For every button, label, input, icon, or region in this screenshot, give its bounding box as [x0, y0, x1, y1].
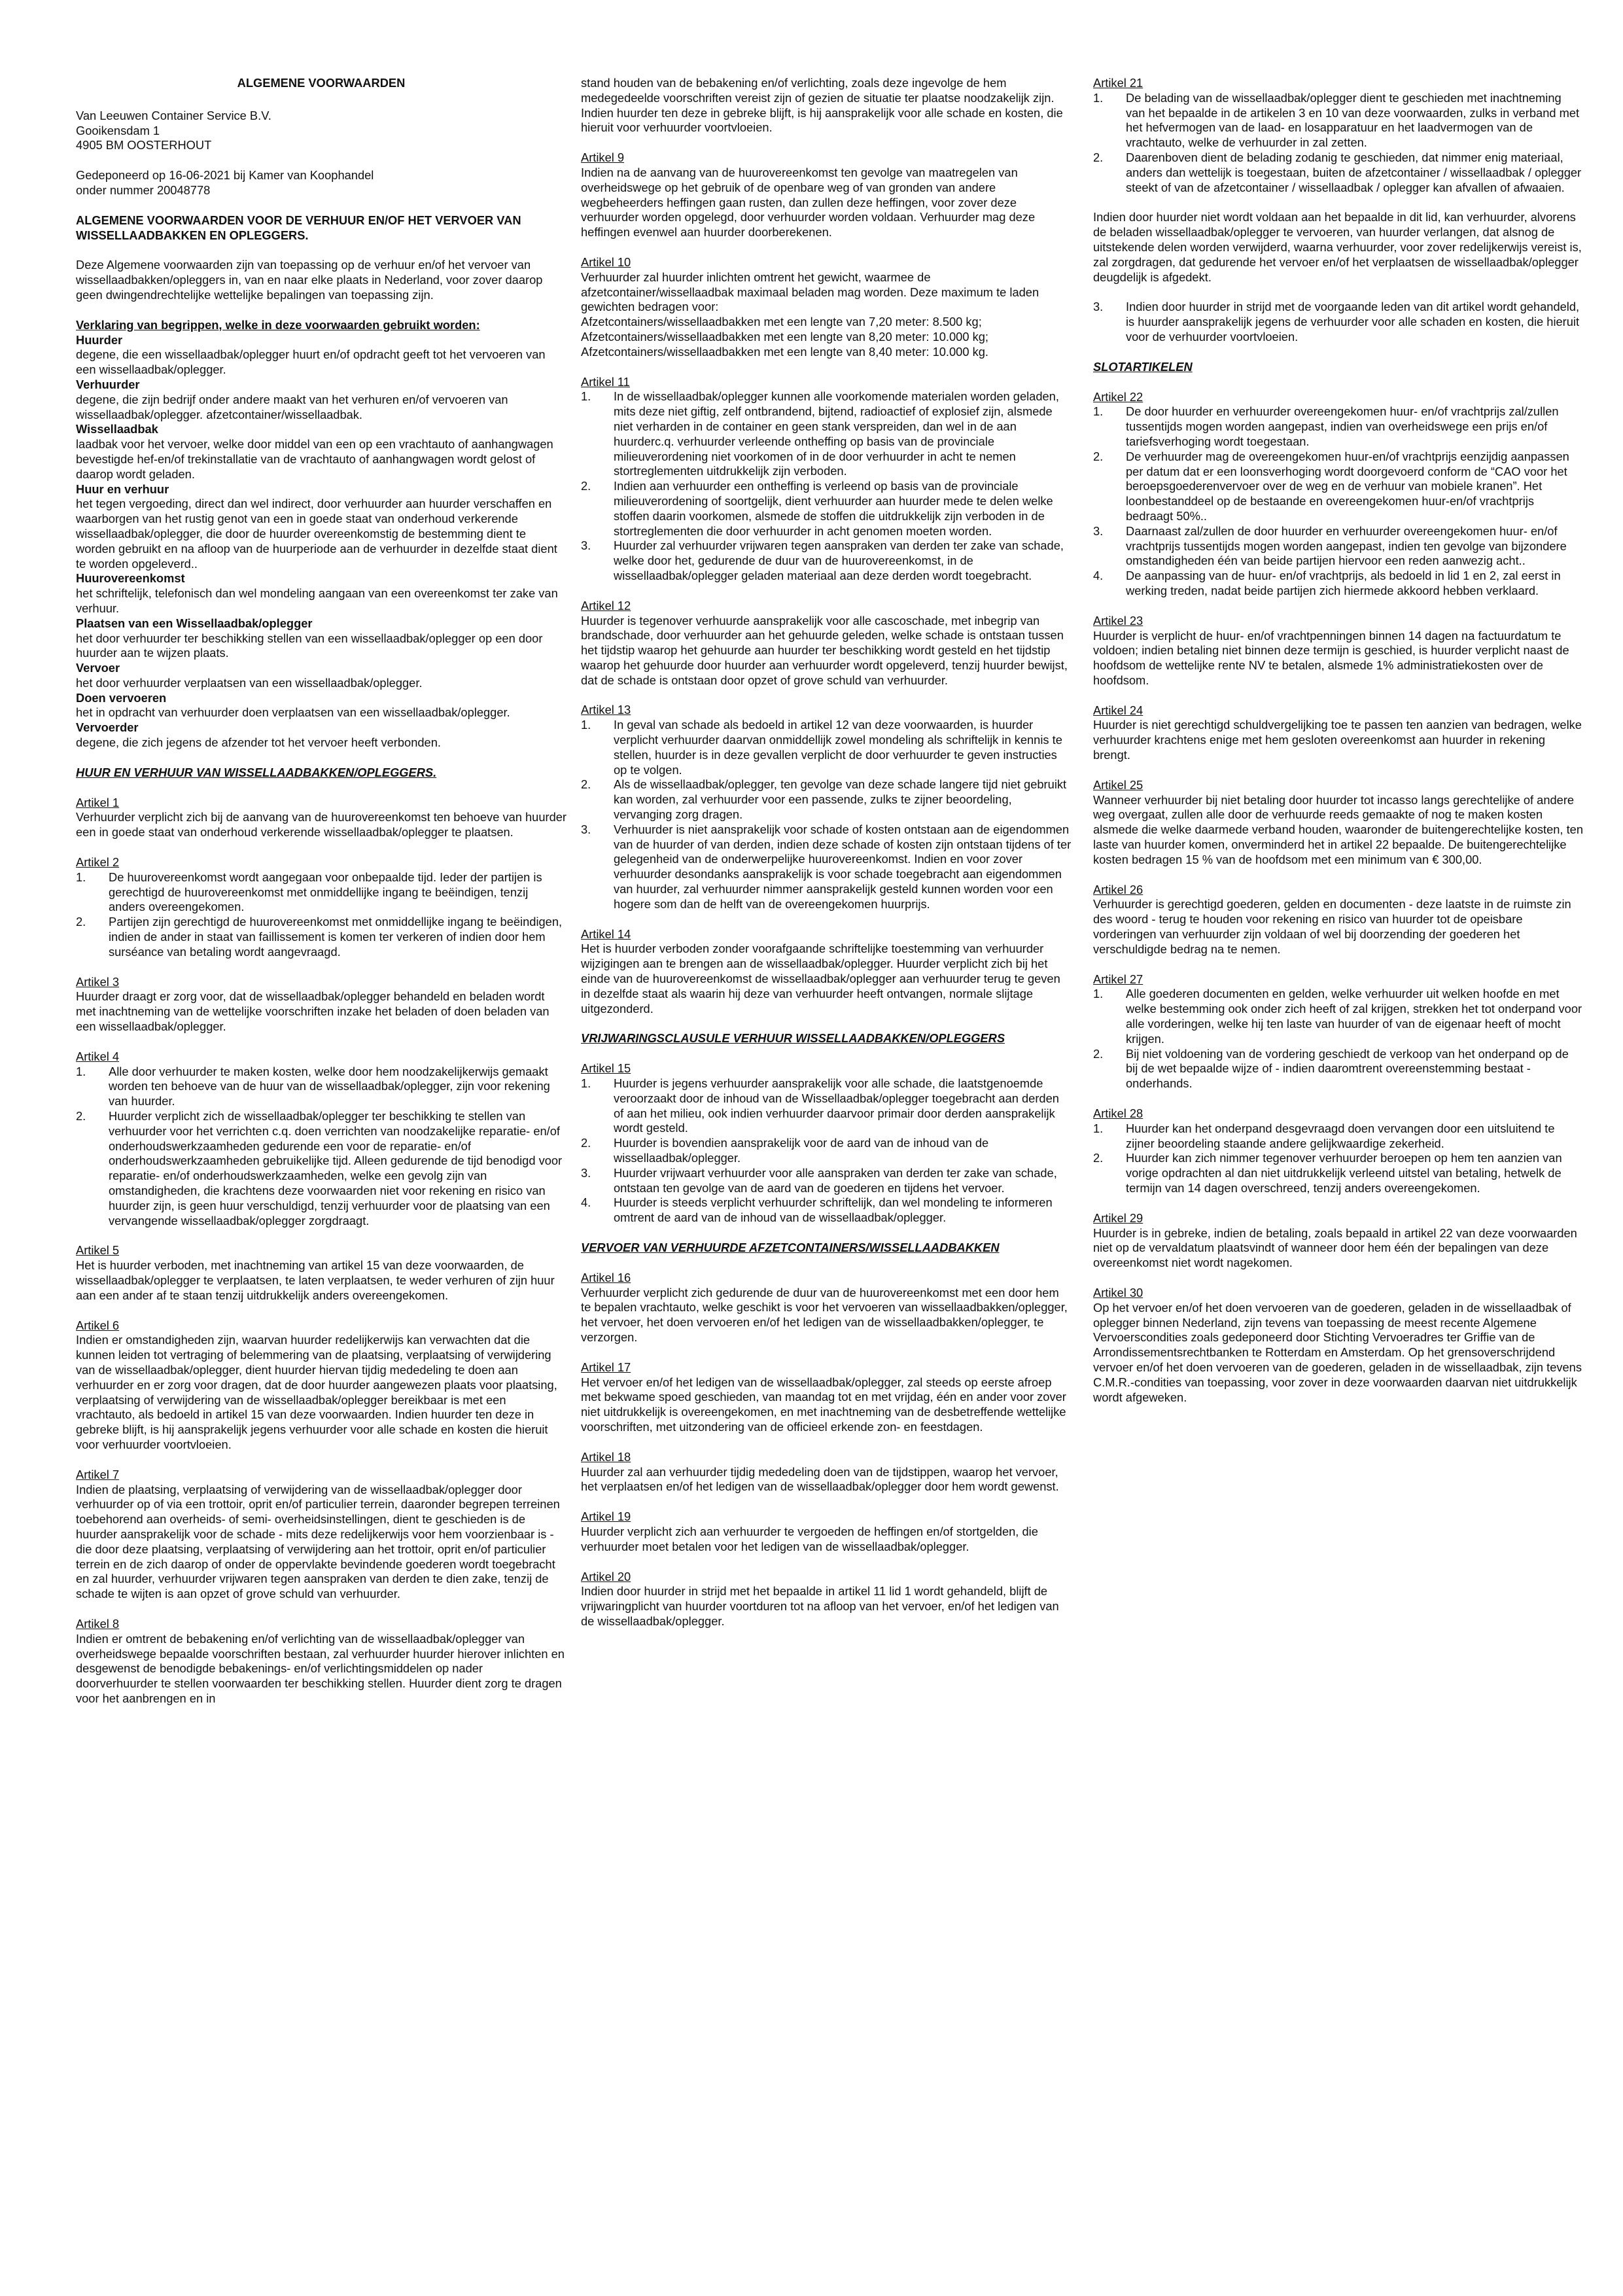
article-text: Verhuurder verplicht zich bij de aanvang van de huurovereenkomst ten behoeve van huurder een in goede staat van onderhoud verkerende wissellaadbak/oplegger te plaatsen. — [76, 810, 567, 839]
definition-text: het tegen vergoeding, direct dan wel indirect, door verhuurder aan huurder verschaffen en waarborgen van het rustig genot van een in goede staat van onderhoud verkerende wissellaadbak/oplegger, die door de huurder overeenkomstig de bestemming dient te worden gebruikt en na afloop van de huurperiode aan de verhuurder in dezelfde staat dient te worden opgeleverd.. — [76, 497, 557, 571]
article-heading: Artikel 10 — [581, 255, 631, 269]
article-item: 4. De aanpassing van de huur- en/of vrachtprijs, als bedoeld in lid 1 en 2, zal eerst in werking treden, nadat beide partijen zich hiermede akkoord hebben verklaard. — [1093, 569, 1561, 597]
article-text: Indien door huurder niet wordt voldaan aan het bepaalde in dit lid, kan verhuurder, alvorens de beladen wissellaadbak/oplegger te vervoeren, van huurder verlangen, dat alsnog de uitstekende delen worden verwijderd, waarna verhuurder, voor zover redelijkerwijs vereist is, zal zorgdragen, dat gedurende het vervoer en/of het verplaatsen de wissellaadbak/oplegger deugdelijk is afgedekt. — [1093, 210, 1582, 284]
article-heading: Artikel 1 — [76, 795, 120, 809]
article-item: 2. Partijen zijn gerechtigd de huurovereenkomst met onmiddellijke ingang te beëindigen, indien de ander in staat van faillissement is komen ter verkeren of indien door hem surséance van betaling wordt aangevraagd. — [76, 915, 563, 959]
definition-term: Doen vervoeren — [76, 690, 167, 705]
definition-term: Vervoerder — [76, 720, 139, 735]
article-text: Indien door huurder in strijd met het bepaalde in artikel 11 lid 1 wordt gehandeld, blijft de vrijwaringplicht van huurder voortduren tot na afloop van het vervoer, en/of het ledigen van de wissellaadbak/oplegger. — [581, 1584, 1059, 1628]
article-heading: Artikel 7 — [76, 1467, 120, 1481]
company-city: 4905 BM OOSTERHOUT — [76, 138, 212, 152]
article-item: 2. Huurder is bovendien aansprakelijk voor de aard van de inhoud van de wissellaadbak/oplegger. — [581, 1136, 989, 1165]
article-item: 2. Bij niet voldoening van de vordering geschiedt de verkoop van het onderpand op de bij de wet bepaalde wijze of - indien daaromtrent overeenstemming bestaat - onderhands. — [1093, 1046, 1569, 1091]
company-street: Gooikensdam 1 — [76, 123, 160, 137]
article-text: Op het vervoer en/of het doen vervoeren van de goederen, geladen in de wissellaadbak of oplegger binnen Nederland, zijn tevens van toepassing de meest recente Algemene Vervoerscondities zoals gedeponeerd door Stichting Vervoeradres ter Griffie van de Arrondissementsrechtbanken te Rotterdam en Amsterdam. Op het grensoverschrijdend vervoer en/of het doen vervoeren van de goederen, geladen in de wissellaadbak, zijn tevens C.M.R.-condities van toepassing, voor zover in deze voorwaarden daarvan niet uitdrukkelijk wordt afgeweken. — [1093, 1300, 1582, 1404]
article-item: 2. Indien aan verhuurder een ontheffing is verleend op basis van de provinciale milieuverordening of soortgelijk, dient verhuurder aan huurder mede te delen welke stoffen daarin voorkomen, alsmede de stoffen die uitdrukkelijk zijn verboden in de stortreglementen die door verhuurder in acht genomen moeten worden. — [581, 479, 1053, 538]
article-item: 3. Indien door huurder in strijd met de voorgaande leden van dit artikel wordt gehandeld, is huurder aansprakelijk jegens de verhuurder voor alle schaden en kosten, die hieruit voor de verhuurder voortvloeien. — [1093, 300, 1580, 344]
article-item: 4. Huurder is steeds verplicht verhuurder schriftelijk, dan wel mondeling te informeren omtrent de aard van de inhoud van de wissellaadbak/oplegger. — [581, 1195, 1053, 1225]
article-heading: Artikel 27 — [1093, 972, 1143, 986]
definition-term: Plaatsen van een Wissellaadbak/oplegger — [76, 616, 313, 630]
definition-text: het door verhuurder ter beschikking stellen van een wissellaadbak/oplegger op een door huurder aan te wijzen plaats. — [76, 631, 543, 660]
article-heading: Artikel 6 — [76, 1318, 120, 1332]
article-text: Huurder is in gebreke, indien de betaling, zoals bepaald in artikel 22 van deze voorwaarden niet op de vervaldatum plaatsvindt of wanneer door hem één der bepalingen van deze overeenkomst niet wordt nagekomen. — [1093, 1226, 1577, 1270]
article-text: Indien na de aanvang van de huurovereenkomst ten gevolge van maatregelen van overheidswege op het gebruik of de openbare weg of van gronden van andere wegbeheerders heffingen gaan rusten, dan zullen deze heffingen, voor zover deze verhuurder worden opgelegd, door verhuurder worden voldaan. Verhuurder mag deze heffingen evenwel aan huurder doorberekenen. — [581, 165, 1036, 239]
article-item: 1. Alle goederen documenten en gelden, welke verhuurder uit welken hoofde en met welke bestemming ook onder zich heeft of zal krijgen, strekken het tot onderpand voor alle vorderingen, welke hij ten laste van huurder of van de eigenaar heeft of mocht krijgen. — [1093, 987, 1582, 1046]
article-text: Huurder is verplicht de huur- en/of vrachtpenningen binnen 14 dagen na factuurdatum te voldoen; indien betaling niet binnen deze termijn is geschied, is huurder verplicht naast de hoofdsom de wettelijke rente NV te betalen, alsmede 1% administratiekosten over de hoofdsom. — [1093, 628, 1569, 687]
article-text: Verhuurder zal huurder inlichten omtrent het gewicht, waarmee de afzetcontainer/wissellaadbak maximaal beladen mag worden. Deze maximum te laden gewichten bedragen voor: — [581, 270, 1039, 314]
definition-term: Vervoer — [76, 661, 120, 675]
article-text: Indien de plaatsing, verplaatsing of verwijdering van de wissellaadbak/oplegger door verhuurder op of via een trottoir, oprit en/of particulier terrein, daaronder begrepen terreinen toebehorend aan overheids- of semi- overheidsinstellingen, dient te geschieden is de huurder aansprakelijk voor de schade - mits deze redelijkerwijs voor hem voorzienbaar is - die door deze plaatsing, verplaatsing of verwijdering aan het trottoir, oprit en/of particulier terrein en de zich daarop of onder de oppervlakte bevindende goederen wordt toegebracht en zal huurder, verhuurder vrijwaren tegen aanspraken van derden te dien zake, tenzij de schade te wijten is aan opzet of grove schuld van verhuurder. — [76, 1482, 560, 1601]
article-heading: Artikel 20 — [581, 1569, 631, 1583]
article-heading: Artikel 2 — [76, 855, 120, 870]
article-heading: Artikel 19 — [581, 1510, 631, 1524]
article-heading: Artikel 12 — [581, 598, 631, 612]
article-text: Het is huurder verboden, met inachtneming van artikel 15 van deze voorwaarden, de wissellaadbak/oplegger te verplaatsen, te laten verplaatsen, te weder verhuren of zijn huur aan een ander af te staan tenzij uitdrukkelijk anders overeengekomen. — [76, 1258, 555, 1302]
deposit-line-2: onder nummer 20048778 — [76, 183, 211, 197]
definition-text: degene, die een wissellaadbak/oplegger huurt en/of opdracht geeft tot het vervoeren van een wissellaadbak/oplegger. — [76, 347, 546, 377]
definition-text: laadbak voor het vervoer, welke door middel van een op een vrachtauto of aanhangwagen bevestigde hef-en/of trekinstallatie van de vrachtauto of aanhangwagen wordt gelost of daarop wordt geladen. — [76, 437, 553, 481]
article-text: Wanneer verhuurder bij niet betaling door huurder tot incasso langs gerechtelijke of andere weg overgaat, zullen alle door de verhuurde reeds gemaakte of nog te maken kosten alsmede die welke daarmede verband houden, waaronder de buitengerechtelijke kosten, ten laste van huurder komen, onverminderd het in artikel 22 bepaalde. De buitengerechtelijke kosten bedragen 15 % van de hoofdsom met een minimum van € 300,00. — [1093, 792, 1584, 866]
article-text: Huurder is tegenover verhuurde aansprakelijk voor alle cascoschade, met inbegrip van brandschade, door verhuurder aan het gehuurde geleden, welke schade is ontstaan tussen het tijdstip waarop het gehuurde aan huurder ter beschikking wordt gesteld en het tijdstip waarop het gehuurde door huurder aan verhuurder wordt opgeleverd, tenzij huurder bewijst, dat de schade is ontstaan door opzet of grove schuld van verhuurder. — [581, 613, 1068, 687]
article-heading: Artikel 13 — [581, 703, 631, 717]
document-title: ALGEMENE VOORWAARDEN — [237, 76, 406, 90]
column-right — [1093, 76, 1584, 1405]
article-heading: Artikel 15 — [581, 1061, 631, 1076]
article-item: 1. Huurder kan het onderpand desgevraagd doen vervangen door een uitsluitend te zijner beoordeling staande andere gelijkwaardige zekerheid. — [1093, 1121, 1555, 1150]
article-item: 1. Huurder is jegens verhuurder aansprakelijk voor alle schade, die laatstgenoemde veroorzaakt door de inhoud van de Wissellaadbak/oplegger toegebracht aan derden of aan het milieu, ook indien verhuurder daarvoor primair door derden aansprakelijk wordt gesteld. — [581, 1076, 1059, 1135]
article-heading: Artikel 5 — [76, 1243, 120, 1258]
article-text: Het vervoer en/of het ledigen van de wissellaadbak/oplegger, zal steeds op eerste afroep met bekwame spoed geschieden, van maandag tot en met vrijdag, één en ander voor zover niet uitdrukkelijk is overeengekomen, en met inachtneming van de desbetreffende wettelijke voorschriften, met uitzondering van de officieel erkende zon- en feestdagen. — [581, 1375, 1066, 1434]
article-text: Indien er omtrent de bebakening en/of verlichting van de wissellaadbak/oplegger van overheidswege bepaalde voorschriften bestaan, zal verhuurder huurder hierover inlichten en desgewenst de benodigde bebakenings- en/of verlichtingsmiddelen op nader doorverhuurder te stellen voorwaarden ter beschikking stellen. Huurder dient zorg te dragen voor het aanbrengen en in — [76, 1631, 565, 1705]
definition-text: het door verhuurder verplaatsen van een wissellaadbak/oplegger. — [76, 675, 423, 690]
article-item: 2. Als de wissellaadbak/oplegger, ten gevolge van deze schade langere tijd niet gebruikt kan worden, zal verhuurder voor een passende, zulks te zijner beoordeling, vervanging zorg dragen. — [581, 777, 1067, 822]
article-heading: Artikel 14 — [581, 927, 631, 941]
article-8-continued: stand houden van de bebakening en/of verlichting, zoals deze ingevolge de hem medegedeelde voorschriften vereist zijn of gezien de situatie ter plaatse noodzakelijk zijn. Indien huurder ten deze in gebreke blijft, is hij aansprakelijk voor alle schade en kosten, die hieruit voor verhuurder voortvloeien. — [581, 76, 1063, 135]
definitions-heading: Verklaring van begrippen, welke in deze voorwaarden gebruikt worden: — [76, 317, 480, 332]
definition-text: degene, die zijn bedrijf onder andere maakt van het verhuren en/of vervoeren van wissellaadbak/oplegger. afzetcontainer/wissellaadbak. — [76, 392, 508, 421]
article-item: 1. De huurovereenkomst wordt aangegaan voor onbepaalde tijd. Ieder der partijen is gerechtigd de huurovereenkomst met onmiddellijke ingang te beëindigen, tenzij anders overeengekomen. — [76, 870, 542, 914]
article-heading: Artikel 18 — [581, 1449, 631, 1464]
article-heading: Artikel 8 — [76, 1616, 120, 1631]
article-item: 3. Daarnaast zal/zullen de door huurder en verhuurder overeengekomen huur- en/of vrachtprijs tussentijds mogen worden aangepast, indien ten gevolge van bijzondere omstandigheden één van beide partijen hiervoor een reden aanwezig acht.. — [1093, 523, 1567, 568]
section-heading-vervoer: VERVOER VAN VERHUURDE AFZETCONTAINERS/WISSELLAADBAKKEN — [581, 1240, 1000, 1254]
column-left — [76, 76, 567, 1706]
article-item: 1. De belading van de wissellaadbak/oplegger dient te geschieden met inachtneming van het bepaalde in de artikelen 3 en 10 van deze voorwaarden, zulks in verband met het hefvermogen van de laad- en losapparatuur en het laadvermogen van de vrachtauto, welke de verhuurder in zal zetten. — [1093, 90, 1580, 150]
article-item: 2. Huurder kan zich nimmer tegenover verhuurder beroepen op hem ten aanzien van vorige opdrachten al dan niet uitdrukkelijk verleend uitstel van betaling, hetwelk de termijn van 14 dagen overschreed, tenzij anders overeengekomen. — [1093, 1151, 1562, 1195]
article-text: Verhuurder is gerechtigd goederen, gelden en documenten - deze laatste in de ruimste zin des woord - terug te houden voor rekening en risico van huurder tot de opeisbare vorderingen van verhuurder zijn voldaan of wel bij doorzending der goederen het verschuldigde bedrag na te nemen. — [1093, 897, 1571, 956]
company-name: Van Leeuwen Container Service B.V. — [76, 108, 271, 122]
article-heading: Artikel 23 — [1093, 613, 1143, 627]
definition-term: Huurovereenkomst — [76, 571, 185, 586]
article-heading: Artikel 4 — [76, 1049, 120, 1063]
definition-text: degene, die zich jegens de afzender tot het vervoer heeft verbonden. — [76, 735, 441, 750]
weight-line: Afzetcontainers/wissellaadbakken met een lengte van 7,20 meter: 8.500 kg; — [581, 315, 982, 329]
column-middle — [581, 76, 1072, 1629]
definition-term: Huurder — [76, 332, 123, 347]
article-item: 2. Huurder verplicht zich de wissellaadbak/oplegger ter beschikking te stellen van verhuurder voor het verrichten c.q. doen verrichten van noodzakelijke reparatie- en/of onderhoudswerkzaamheden gedurende een voor de reparatie- en/of onderhoudswerkzaamheden gebruikelijke tijd. Alleen gedurende de tijd benodigd voor reparatie- en/of onderhoudswerkzaamheden, welke een gevolg zijn van omstandigheden, die krachtens deze voorwaarden niet voor rekening en risico van huurder zijn, is geen huur verschuldigd, tenzij verhuurder voor de plaatsing van een vervangende wissellaadbak/oplegger zorgdraagt. — [76, 1109, 563, 1227]
article-text: Indien er omstandigheden zijn, waarvan huurder redelijkerwijs kan verwachten dat die kunnen leiden tot vertraging of belemmering van de plaatsing, verplaatsing of verwijdering van de wissellaadbak/oplegger, dient huurder hiervan tijdig mededeling te doen aan verhuurder en er zorg voor dragen, dat de door huurder aangewezen plaats voor plaatsing, verplaatsing of verwijdering van de wissellaadbak/oplegger bereikbaar is met een vrachtauto, als bedoeld in artikel 15 van deze voorwaarden. Indien huurder ten deze in gebreke blijft, is hij aansprakelijk jegens verhuurder voor alle schade en kosten die hieruit voor verhuurder voortvloeien. — [76, 1333, 557, 1451]
article-text: Huurder zal aan verhuurder tijdig mededeling doen van de tijdstippen, waarop het vervoer, het verplaatsen en/of het ledigen van de wissellaadbak/oplegger door hem wordt gewenst. — [581, 1464, 1059, 1494]
definition-term: Wissellaadbak — [76, 422, 158, 436]
deposit-line-1: Gedeponeerd op 16-06-2021 bij Kamer van Koophandel — [76, 168, 374, 183]
section-heading-vrijwaring: VRIJWARINGSCLAUSULE VERHUUR WISSELLAADBAKKEN/OPLEGGERS — [581, 1031, 1005, 1046]
article-item: 1. Alle door verhuurder te maken kosten, welke door hem noodzakelijkerwijs gemaakt worden ten behoeve van de huur van de wissellaadbak/oplegger, zijn voor rekening van huurder. — [76, 1064, 550, 1108]
article-text: Huurder verplicht zich aan verhuurder te vergoeden de heffingen en/of stortgelden, die verhuurder moet betalen voor het ledigen van de wissellaadbak/oplegger. — [581, 1524, 1038, 1553]
weight-line: Afzetcontainers/wissellaadbakken met een lengte van 8,40 meter: 10.000 kg. — [581, 344, 988, 359]
article-item: 1. In geval van schade als bedoeld in artikel 12 van deze voorwaarden, is huurder verplicht verhuurder daarvan onmiddellijk zowel mondeling als schriftelijk in kennis te stellen, huurder is in deze gevallen verplicht de door verhuurder te geven instructies op te volgen. — [581, 718, 1062, 777]
weight-line: Afzetcontainers/wissellaadbakken met een lengte van 8,20 meter: 10.000 kg; — [581, 329, 988, 344]
article-heading: Artikel 3 — [76, 974, 120, 989]
definition-term: Verhuurder — [76, 377, 140, 391]
article-heading: Artikel 28 — [1093, 1106, 1143, 1121]
article-text: Huurder draagt er zorg voor, dat de wissellaadbak/oplegger behandeld en beladen wordt met inachtneming van de wettelijke voorschriften inzake het beladen of doen beladen van een wissellaadbak/oplegger. — [76, 989, 550, 1034]
article-heading: Artikel 24 — [1093, 703, 1143, 717]
article-heading: Artikel 21 — [1093, 76, 1143, 90]
definition-text: het schriftelijk, telefonisch dan wel mondeling aangaan van een overeenkomst ter zake van verhuur. — [76, 586, 558, 615]
article-item: 2. Daarenboven dient de belading zodanig te geschieden, dat nimmer enig materiaal, anders dan wettelijk is toegestaan, buiten de afzetcontainer / wissellaadbak / oplegger steekt of van de afzetcontainer / wissellaadbak / oplegger kan afvallen of afwaaien. — [1093, 150, 1582, 194]
definition-text: het in opdracht van verhuurder doen verplaatsen van een wissellaadbak/oplegger. — [76, 705, 510, 720]
article-heading: Artikel 17 — [581, 1360, 631, 1374]
article-item: 3. Huurder zal verhuurder vrijwaren tegen aanspraken van derden ter zake van schade, welke door het, gedurende de duur van de huurovereenkomst, in de wissellaadbak/oplegger geladen materiaal aan deze derden wordt toegebracht. — [581, 539, 1064, 582]
article-heading: Artikel 22 — [1093, 389, 1143, 404]
article-item: 1. De door huurder en verhuurder overeengekomen huur- en/of vrachtprijs zal/zullen tussentijds mogen worden aangepast, indien van overheidswege een prijs en/of tariefsverhoging wordt toegestaan. — [1093, 404, 1559, 448]
article-heading: Artikel 26 — [1093, 882, 1143, 896]
article-heading: Artikel 11 — [581, 374, 630, 389]
article-heading: Artikel 30 — [1093, 1285, 1143, 1299]
article-text: Het is huurder verboden zonder voorafgaande schriftelijke toestemming van verhuurder wijzigingen aan te brengen aan de wissellaadbak/oplegger. Huurder verplicht zich bij het einde van de huurovereenkomst de wissellaadbak/oplegger aan verhuurder terug te geven in dezelfde staat als waarin hij deze van verhuurder heeft ontvangen, normale slijtage uitgezonderd. — [581, 942, 1060, 1016]
article-text: Verhuurder verplicht zich gedurende de duur van de huurovereenkomst met een door hem te bepalen vrachtauto, welke geschikt is voor het vervoeren van wissellaadbakken/oplegger, het vervoer, het doen vervoeren en/of het ledigen van de wissellaadbakken/oplegger, te verzorgen. — [581, 1285, 1068, 1344]
article-item: 1. In de wissellaadbak/oplegger kunnen alle voorkomende materialen worden geladen, mits deze niet giftig, zelf ontbrandend, bijtend, radioactief of explosief zijn, alsmede niet verharden in de container en geen stank verspreiden, dan wel in de aan huurderc.q. verhuurder verleende ontheffing op basis van de provinciale milieuverordening niet voorkomen of in de door verhuurder in acht te nemen stortreglementen uitdrukkelijk zijn verboden. — [581, 389, 1059, 478]
article-text: Huurder is niet gerechtigd schuldvergelijking toe te passen ten aanzien van bedragen, welke verhuurder krachtens enige met hem gesloten overeenkomst aan huurder in rekening brengt. — [1093, 718, 1582, 762]
definition-term: Huur en verhuur — [76, 482, 169, 496]
article-item: 3. Verhuurder is niet aansprakelijk voor schade of kosten ontstaan aan de eigendommen van de huurder of van derden, indien deze schade of kosten zijn ontstaan tijdens of ter gelegenheid van de onderwerpelijke huurovereenkomst. Indien en voor zover verhuurder desondanks aansprakelijk is voor schade toegebracht aan eigendommen van huurder, zal verhuurder nimmer aansprakelijk gesteld kunnen worden voor een hogere som dan de helft van de overeengekomen huurprijs. — [581, 822, 1072, 911]
article-heading: Artikel 16 — [581, 1270, 631, 1284]
document-subtitle: ALGEMENE VOORWAARDEN VOOR DE VERHUUR EN/OF HET VERVOER VAN WISSELLAADBAKKEN EN OPLEGGERS. — [76, 213, 521, 242]
article-heading: Artikel 29 — [1093, 1210, 1143, 1225]
section-heading-huur: HUUR EN VERHUUR VAN WISSELLAADBAKKEN/OPLEGGERS. — [76, 765, 437, 779]
article-heading: Artikel 9 — [581, 150, 625, 165]
intro-paragraph: Deze Algemene voorwaarden zijn van toepassing op de verhuur en/of het vervoer van wissellaadbakken/opleggers in, van en naar elke plaats in Nederland, voor zover daarop geen dwingendrechtelijke wettelijke bepalingen van toepassing zijn. — [76, 258, 543, 302]
article-item: 3. Huurder vrijwaart verhuurder voor alle aanspraken van derden ter zake van schade, ontstaan ten gevolge van de aard van de goederen en tijdens het vervoer. — [581, 1165, 1057, 1195]
article-heading: Artikel 25 — [1093, 777, 1143, 792]
section-heading-slot: SLOTARTIKELEN — [1093, 359, 1193, 374]
article-item: 2. De verhuurder mag de overeengekomen huur-en/of vrachtprijs eenzijdig aanpassen per datum dat er een loonsverhoging wordt doorgevoerd conform de “CAO voor het beroepsgoederenvervoer over de weg en de verhuur van mobiele kranen”. Het loonbestanddeel op de bestaande en overeengekomen huur-en/of vrachtprijs bedraagt 50%.. — [1093, 449, 1569, 523]
